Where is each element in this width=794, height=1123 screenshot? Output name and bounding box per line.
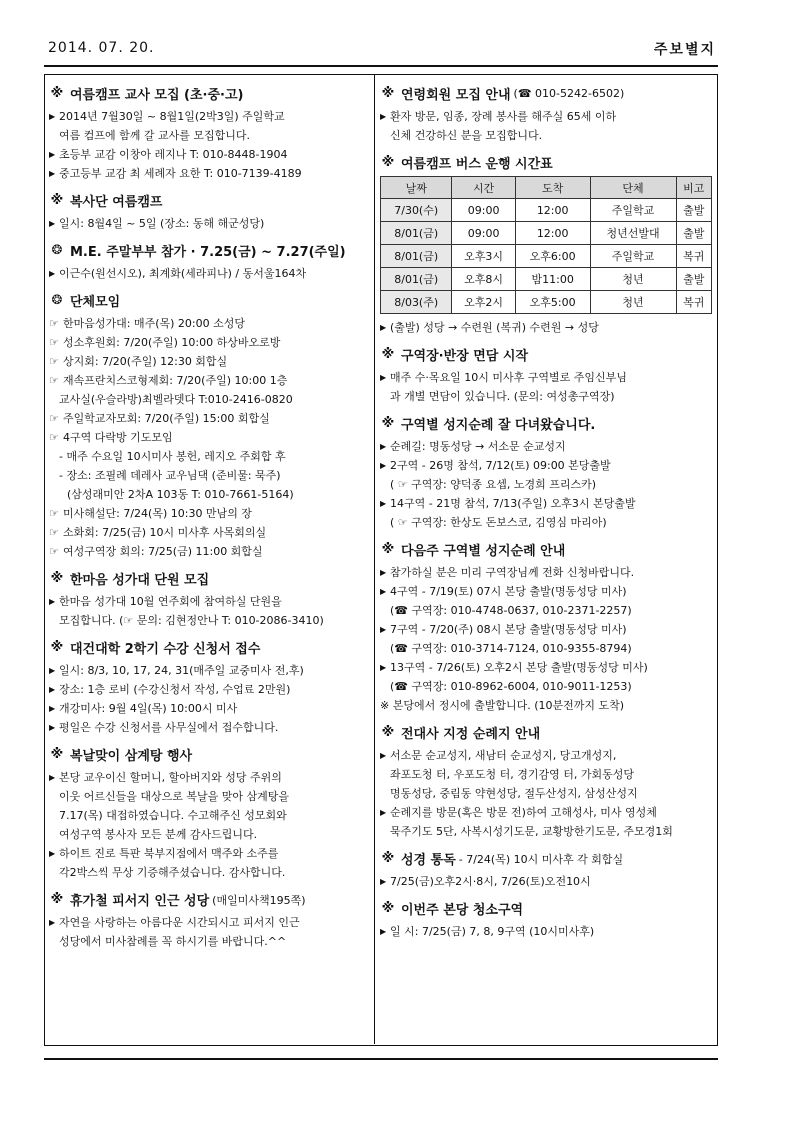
section-bullet-icon: ❂	[51, 243, 63, 258]
list-item	[380, 746, 710, 765]
section-heading	[49, 569, 367, 588]
list-item	[49, 913, 367, 932]
list-item	[49, 542, 367, 561]
bullet-triangle-icon: ▶	[49, 597, 56, 606]
list-item	[49, 390, 367, 409]
list-item-text: - 장소: 조필례 데레사 교우님댁 (준비물: 묵주)	[59, 469, 281, 482]
notice-section	[49, 638, 367, 737]
table-cell: 주일학교	[590, 245, 676, 268]
list-item-text: 묵주기도 5단, 사복시성기도문, 교황방한기도문, 주모경1회	[390, 825, 673, 838]
bullet-triangle-icon: ▶	[49, 685, 56, 694]
bullet-triangle-icon: ▶	[380, 568, 387, 577]
section-heading	[380, 345, 710, 364]
bullet-triangle-icon: ▶	[49, 723, 56, 732]
section-heading	[49, 84, 367, 103]
list-item	[380, 639, 710, 658]
section-heading	[49, 890, 367, 909]
list-item	[49, 863, 367, 882]
list-item-text: 자연을 사랑하는 아름다운 시간되시고 피서지 인근	[59, 916, 300, 929]
list-item-text: 14구역 - 21명 참석, 7/13(주일) 오후3시 본당출발	[390, 497, 636, 510]
list-item	[49, 314, 367, 333]
list-item-text: ※ 본당에서 정시에 출발합니다. (10분전까지 도착)	[380, 699, 625, 712]
pointing-hand-icon: ☞	[49, 526, 59, 539]
list-item-text: 여름 컴프에 함께 갈 교사를 모집합니다.	[59, 129, 250, 142]
list-item	[380, 803, 710, 822]
section-title: 전대사 지정 순례지 안내	[401, 727, 541, 742]
table-row	[381, 199, 712, 222]
list-item-text: 4구역 다락방 기도모임	[63, 431, 173, 444]
list-item	[49, 107, 367, 126]
list-item-text: 성소후원회: 7/20(주일) 10:00 하상바오로방	[63, 336, 281, 349]
list-item-text: 2014년 7월30일 ~ 8월1일(2박3일) 주일학교	[59, 110, 285, 123]
list-item	[380, 784, 710, 803]
list-item-text: 상지회: 7/20(주일) 12:30 회합실	[63, 355, 228, 368]
list-item-text: 신체 건강하신 분을 모집합니다.	[390, 129, 543, 142]
section-heading	[380, 899, 710, 918]
list-item-text: 중고등부 교감 최 세례자 요한 T: 010-7139-4189	[59, 167, 302, 180]
list-item-text: 일시: 8/3, 10, 17, 24, 31(매주일 교중미사 전,후)	[59, 664, 304, 677]
bullet-triangle-icon: ▶	[49, 169, 56, 178]
notice-section	[380, 899, 710, 941]
section-heading	[49, 241, 367, 260]
section-title: 단체모임	[70, 295, 121, 310]
table-row	[381, 291, 712, 314]
table-cell: 8/01(금)	[381, 268, 452, 291]
notice-section	[380, 345, 710, 406]
section-subtitle: (☎ 010-5242-6502)	[513, 87, 625, 100]
list-item	[49, 806, 367, 825]
list-item	[49, 447, 367, 466]
bus-schedule-table	[380, 176, 712, 314]
notice-section	[380, 84, 710, 145]
column-divider	[374, 74, 375, 1044]
table-cell: 출발	[676, 268, 711, 291]
list-item-text: 좌포도청 터, 우포도청 터, 경기감영 터, 가회동성당	[390, 768, 634, 781]
notice-section	[49, 745, 367, 882]
bullet-triangle-icon: ▶	[49, 666, 56, 675]
bullet-triangle-icon: ▶	[380, 442, 387, 451]
section-heading	[380, 153, 710, 172]
bullet-triangle-icon: ▶	[380, 877, 387, 886]
section-title: 대건대학 2학기 수강 신청서 접수	[70, 642, 261, 657]
list-item-text: 일시: 8월4일 ~ 5일 (장소: 동해 해군성당)	[59, 217, 265, 230]
list-item	[380, 677, 710, 696]
list-item-text: 개강미사: 9월 4일(목) 10:00시 미사	[59, 702, 238, 715]
section-bullet-icon: ※	[50, 571, 64, 586]
list-item-text: 환자 방문, 임종, 장례 봉사를 해주실 65세 이하	[390, 110, 617, 123]
list-item-text: 2구역 - 26명 참석, 7/12(토) 09:00 본당출발	[390, 459, 611, 472]
notice-section	[380, 414, 710, 532]
section-title: 다음주 구역별 성지순례 안내	[401, 544, 566, 559]
section-bullet-icon: ※	[381, 901, 395, 916]
page-header	[44, 38, 718, 62]
list-item	[380, 582, 710, 601]
section-heading	[49, 291, 367, 310]
table-row	[381, 222, 712, 245]
table-cell: 8/01(금)	[381, 245, 452, 268]
section-title: 복날맞이 삼계탕 행사	[70, 749, 193, 764]
list-item	[49, 409, 367, 428]
notice-section	[49, 291, 367, 561]
list-item	[380, 922, 710, 941]
list-item	[49, 932, 367, 951]
pointing-hand-icon: ☞	[49, 317, 59, 330]
bullet-triangle-icon: ▶	[380, 323, 387, 332]
bullet-triangle-icon: ▶	[49, 150, 56, 159]
pointing-hand-icon: ☞	[49, 507, 59, 520]
section-bullet-icon: ※	[381, 851, 395, 866]
table-row	[381, 245, 712, 268]
section-title: 성경 통독	[401, 853, 456, 868]
list-item-text: 여성구역장 회의: 7/25(금) 11:00 회합실	[63, 545, 263, 558]
table-cell: 밤11:00	[515, 268, 590, 291]
list-item-text: 7/25(금)오후2시·8시, 7/26(토)오전10시	[390, 875, 591, 888]
section-heading	[380, 849, 710, 868]
list-item	[49, 825, 367, 844]
list-item	[49, 768, 367, 787]
list-item-text: 재속프란치스코형제회: 7/20(주일) 10:00 1층	[63, 374, 288, 387]
table-cell: 복귀	[676, 291, 711, 314]
section-heading	[380, 84, 710, 103]
table-cell: 출발	[676, 199, 711, 222]
list-item	[380, 563, 710, 582]
list-item	[380, 494, 710, 513]
section-bullet-icon: ※	[50, 892, 64, 907]
section-bullet-icon: ※	[381, 86, 395, 101]
section-title: 휴가철 피서지 인근 성당	[70, 894, 210, 909]
table-cell: 8/01(금)	[381, 222, 452, 245]
section-bullet-icon: ❂	[51, 293, 63, 308]
list-item	[380, 387, 710, 406]
section-bullet-icon: ※	[381, 155, 395, 170]
list-item	[49, 661, 367, 680]
bullet-triangle-icon: ▶	[380, 373, 387, 382]
notice-section	[49, 241, 367, 283]
list-item-text: 주일학교자모회: 7/20(주일) 15:00 회합실	[63, 412, 270, 425]
list-item-text: 교사실(우슬라방)최벨라뎃다 T:010-2416-0820	[59, 393, 293, 406]
table-cell: 출발	[676, 222, 711, 245]
header-rule	[44, 65, 718, 67]
pointing-hand-icon: ☞	[49, 431, 59, 444]
section-title: 한마음 성가대 단원 모집	[70, 573, 210, 588]
bus-schedule-section	[380, 153, 710, 337]
list-item	[49, 145, 367, 164]
list-item	[49, 699, 367, 718]
list-item	[49, 485, 367, 504]
table-header-cell: 날짜	[381, 177, 452, 199]
list-item-text: 하이트 진로 특판 북부지점에서 맥주와 소주를	[59, 847, 279, 860]
list-item	[49, 126, 367, 145]
pointing-hand-icon: ☞	[49, 336, 59, 349]
bullet-triangle-icon: ▶	[380, 808, 387, 817]
list-item-text: 매주 수·목요일 10시 미사후 구역별로 주임신부님	[390, 371, 627, 384]
list-item	[49, 352, 367, 371]
table-cell: 7/30(수)	[381, 199, 452, 222]
list-item-text: 이근수(원선시오), 최계화(세라피나) / 동서울164차	[59, 267, 307, 280]
section-bullet-icon: ※	[381, 725, 395, 740]
list-item-text: 성당에서 미사참례를 꼭 하시기를 바랍니다.^^	[59, 935, 287, 948]
list-item	[380, 822, 710, 841]
list-item-text: 한마음 성가대 10월 연주회에 참여하실 단원을	[59, 595, 282, 608]
section-title: M.E. 주말부부 참가 · 7.25(금) ~ 7.27(주일)	[70, 245, 346, 260]
section-bullet-icon: ※	[50, 193, 64, 208]
table-header-cell: 단체	[590, 177, 676, 199]
section-bullet-icon: ※	[381, 347, 395, 362]
section-bullet-icon: ※	[50, 640, 64, 655]
pointing-hand-icon: ☞	[49, 545, 59, 558]
bulletin-date: 2014. 07. 20.	[48, 40, 155, 56]
bulletin-title: 주보별지	[653, 42, 716, 58]
pointing-hand-icon: ☞	[49, 355, 59, 368]
list-item	[49, 504, 367, 523]
list-item-text: (☎ 구역장: 010-8962-6004, 010-9011-1253)	[390, 680, 632, 693]
section-bullet-icon: ※	[381, 416, 395, 431]
bullet-triangle-icon: ▶	[380, 625, 387, 634]
table-cell: 청년	[590, 291, 676, 314]
section-heading	[49, 191, 367, 210]
bullet-triangle-icon: ▶	[49, 219, 56, 228]
notice-section	[380, 723, 710, 841]
list-item-text: 명동성당, 중림동 약현성당, 절두산성지, 삼성산성지	[390, 787, 638, 800]
list-item-text: ( ☞ 구역장: 양덕종 요셉, 노경희 프리스카)	[390, 478, 597, 491]
table-cell: 오후2시	[452, 291, 515, 314]
list-item-text: 13구역 - 7/26(토) 오후2시 본당 출발(명동성당 미사)	[390, 661, 648, 674]
notice-section	[380, 849, 710, 891]
list-item-text: 서소문 순교성지, 새남터 순교성지, 당고개성지,	[390, 749, 617, 762]
table-cell: 오후8시	[452, 268, 515, 291]
left-column	[49, 84, 367, 959]
list-item	[49, 164, 367, 183]
bullet-triangle-icon: ▶	[380, 751, 387, 760]
section-title: 여름캠프 버스 운행 시간표	[401, 157, 553, 172]
table-cell: 청년	[590, 268, 676, 291]
section-bullet-icon: ※	[50, 747, 64, 762]
list-item-text: (☎ 구역장: 010-3714-7124, 010-9355-8794)	[390, 642, 632, 655]
section-heading	[380, 540, 710, 559]
list-item-text: (☎ 구역장: 010-4748-0637, 010-2371-2257)	[390, 604, 632, 617]
list-item	[380, 107, 710, 126]
list-item	[380, 456, 710, 475]
list-item-text: 순례지를 방문(혹은 방문 전)하여 고해성사, 미사 영성체	[390, 806, 657, 819]
section-title: 구역별 성지순례 잘 다녀왔습니다.	[401, 418, 596, 433]
list-item	[49, 680, 367, 699]
section-bullet-icon: ※	[50, 86, 64, 101]
list-item	[380, 437, 710, 456]
list-item-text: 모집합니다. (☞ 문의: 김현정안나 T: 010-2086-3410)	[59, 614, 324, 627]
list-item	[49, 371, 367, 390]
section-heading	[49, 638, 367, 657]
section-title: 이번주 본당 청소구역	[401, 903, 524, 918]
bus-note: (출발) 성당 → 수련원 (복귀) 수련원 → 성당	[390, 321, 599, 334]
table-cell: 오후3시	[452, 245, 515, 268]
section-heading	[380, 414, 710, 433]
section-title: 복사단 여름캠프	[70, 195, 163, 210]
bullet-triangle-icon: ▶	[49, 269, 56, 278]
bullet-triangle-icon: ▶	[49, 849, 56, 858]
list-item	[49, 787, 367, 806]
list-item-text: 과 개별 면담이 있습니다. (문의: 여성총구역장)	[390, 390, 615, 403]
list-item-text: 7.17(목) 대접하였습니다. 수고해주신 성모회와	[59, 809, 287, 822]
table-cell: 청년선발대	[590, 222, 676, 245]
bullet-triangle-icon: ▶	[380, 663, 387, 672]
notice-section	[49, 890, 367, 951]
section-subtitle: - 7/24(목) 10시 미사후 각 회합실	[458, 852, 624, 866]
list-item	[49, 523, 367, 542]
list-item	[380, 475, 710, 494]
right-column	[380, 84, 710, 949]
list-item-text: 초등부 교감 이창아 레지나 T: 010-8448-1904	[59, 148, 288, 161]
list-item	[380, 513, 710, 532]
pointing-hand-icon: ☞	[49, 374, 59, 387]
list-item-text: 여성구역 봉사자 모든 분께 감사드립니다.	[59, 828, 258, 841]
table-cell: 09:00	[452, 222, 515, 245]
list-item-text: 일 시: 7/25(금) 7, 8, 9구역 (10시미사후)	[390, 925, 595, 938]
table-cell: 복귀	[676, 245, 711, 268]
list-item	[380, 126, 710, 145]
list-item	[49, 718, 367, 737]
list-item-text: 참가하실 분은 미리 구역장님께 전화 신청바랍니다.	[390, 566, 635, 579]
section-title: 연령회원 모집 안내	[401, 88, 511, 103]
list-item	[49, 333, 367, 352]
list-item	[380, 658, 710, 677]
list-item-text: 한마음성가대: 매주(목) 20:00 소성당	[63, 317, 245, 330]
bullet-triangle-icon: ▶	[380, 587, 387, 596]
list-item-text: 본당 교우이신 할머니, 할아버지와 성당 주위의	[59, 771, 282, 784]
list-item	[380, 620, 710, 639]
list-item-text: 장소: 1층 로비 (수강신청서 작성, 수업료 2만원)	[59, 683, 291, 696]
list-item-text: 4구역 - 7/19(토) 07시 본당 출발(명동성당 미사)	[390, 585, 627, 598]
list-item	[380, 872, 710, 891]
section-subtitle: (매일미사책195쪽)	[212, 893, 306, 907]
list-item-text: - 매주 수요일 10시미사 봉헌, 레지오 주회합 후	[59, 450, 286, 463]
list-item	[380, 696, 710, 715]
list-item	[49, 428, 367, 447]
list-item	[49, 844, 367, 863]
notice-section	[49, 191, 367, 233]
table-row	[381, 268, 712, 291]
list-item-text: 7구역 - 7/20(주) 08시 본당 출발(명동성당 미사)	[390, 623, 627, 636]
list-item	[380, 765, 710, 784]
section-heading	[49, 745, 367, 764]
table-cell: 오후5:00	[515, 291, 590, 314]
bullet-triangle-icon: ▶	[380, 927, 387, 936]
list-item-text: 순례길: 명동성당 → 서소문 순교성지	[390, 440, 566, 453]
list-item	[49, 264, 367, 283]
table-cell: 12:00	[515, 199, 590, 222]
list-item-text: (삼성래미안 2차A 103동 T: 010-7661-5164)	[67, 488, 294, 501]
footer-rule	[44, 1058, 718, 1060]
list-item-text: 각2박스씩 무상 기증해주셨습니다. 감사합니다.	[59, 866, 286, 879]
list-item	[380, 368, 710, 387]
section-title: 구역장·반장 면담 시작	[401, 349, 529, 364]
notice-section	[49, 569, 367, 630]
bullet-triangle-icon: ▶	[49, 112, 56, 121]
list-item-text: ( ☞ 구역장: 한상도 돈보스코, 김영심 마리아)	[390, 516, 607, 529]
table-cell: 09:00	[452, 199, 515, 222]
pointing-hand-icon: ☞	[49, 412, 59, 425]
bullet-triangle-icon: ▶	[380, 461, 387, 470]
bullet-triangle-icon: ▶	[380, 112, 387, 121]
table-cell: 주일학교	[590, 199, 676, 222]
list-item	[380, 318, 710, 337]
notice-section	[380, 540, 710, 715]
list-item-text: 이웃 어르신들을 대상으로 복날을 맞아 삼계탕을	[59, 790, 290, 803]
section-heading	[380, 723, 710, 742]
list-item	[49, 214, 367, 233]
list-item	[49, 466, 367, 485]
bullet-triangle-icon: ▶	[49, 773, 56, 782]
list-item-text: 평일은 수강 신청서를 사무실에서 접수합니다.	[59, 721, 279, 734]
list-item	[380, 601, 710, 620]
list-item-text: 소화회: 7/25(금) 10시 미사후 사목회의실	[63, 526, 267, 539]
bullet-triangle-icon: ▶	[49, 704, 56, 713]
table-cell: 오후6:00	[515, 245, 590, 268]
table-header-cell: 비고	[676, 177, 711, 199]
section-title: 여름캠프 교사 모집 (초·중·고)	[70, 88, 244, 103]
section-bullet-icon: ※	[381, 542, 395, 557]
table-cell: 12:00	[515, 222, 590, 245]
list-item	[49, 611, 367, 630]
table-header-cell: 도착	[515, 177, 590, 199]
notice-section	[49, 84, 367, 183]
table-header-cell: 시간	[452, 177, 515, 199]
bullet-triangle-icon: ▶	[49, 918, 56, 927]
list-item	[49, 592, 367, 611]
list-item-text: 미사해설단: 7/24(목) 10:30 만남의 장	[63, 507, 252, 520]
table-cell: 8/03(주)	[381, 291, 452, 314]
bullet-triangle-icon: ▶	[380, 499, 387, 508]
